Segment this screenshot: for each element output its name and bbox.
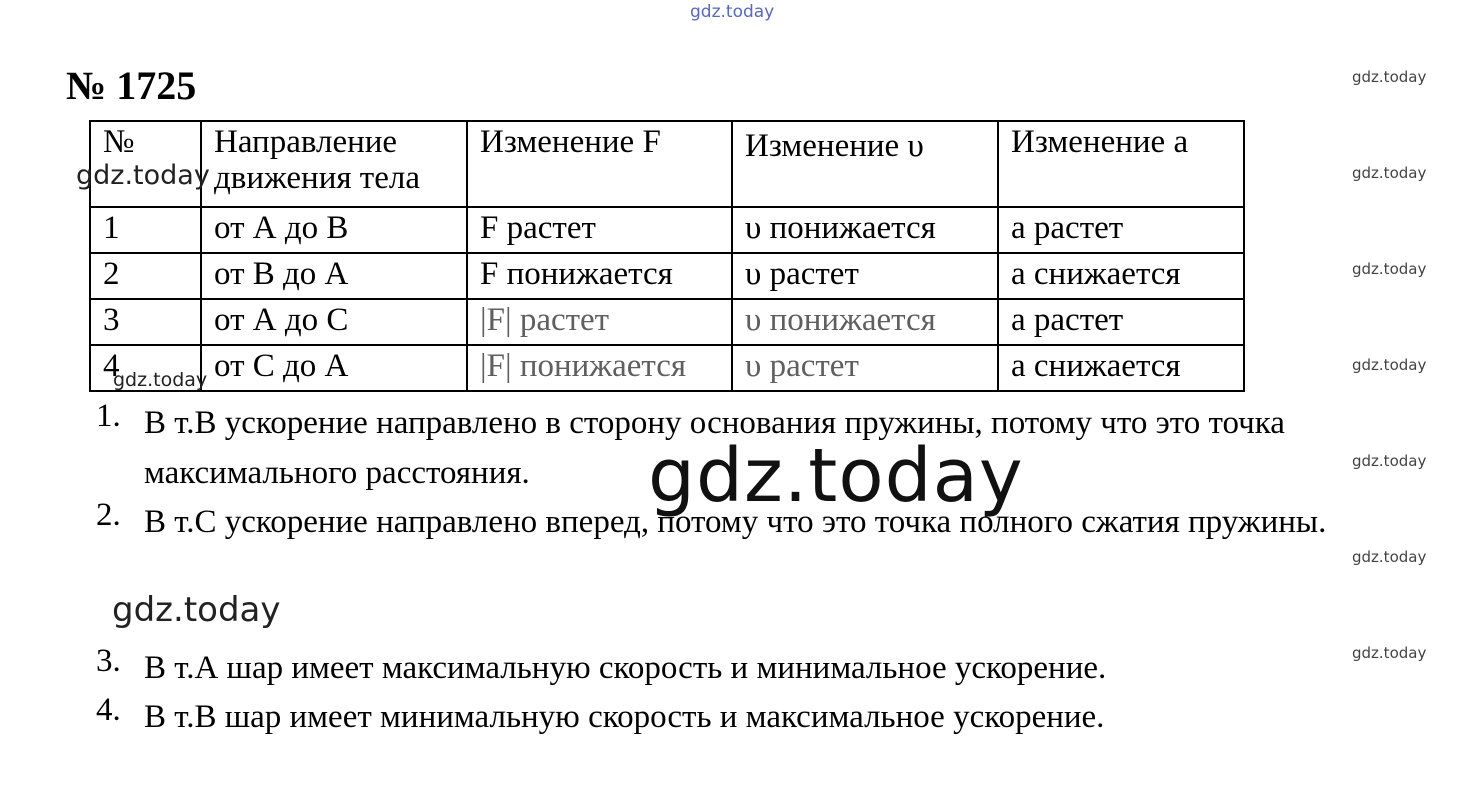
table-cell: а растет xyxy=(998,299,1244,345)
header-cell-acceleration: Изменение a xyxy=(998,121,1244,207)
table-row xyxy=(90,207,1244,253)
list-item-text: В т.А шар имеет максимальную скорость и минимальное ускорение. xyxy=(144,650,1107,686)
watermark-right: gdz.today xyxy=(1352,164,1427,182)
watermark-large: gdz.today xyxy=(648,433,1024,519)
table-header-row xyxy=(90,121,1244,207)
table-cell: F понижается xyxy=(467,253,732,299)
table-cell: от А до В xyxy=(201,207,467,253)
table-cell: 1 xyxy=(90,207,201,253)
watermark-right: gdz.today xyxy=(1352,260,1427,278)
table-cell: а снижается xyxy=(998,345,1244,391)
table-cell: υ растет xyxy=(732,345,998,391)
table-cell: υ понижается xyxy=(732,299,998,345)
table-cell: от С до А xyxy=(201,345,467,391)
watermark-right: gdz.today xyxy=(1352,356,1427,374)
watermark-table-small: gdz.today xyxy=(113,369,208,391)
list-item-number: 3. xyxy=(96,643,121,679)
table-cell: F растет xyxy=(467,207,732,253)
motion-table xyxy=(89,120,1245,392)
table-cell: 2 xyxy=(90,253,201,299)
table-row xyxy=(90,253,1244,299)
watermark-right: gdz.today xyxy=(1352,548,1427,566)
problem-title: № 1725 xyxy=(66,63,197,108)
list-item-text: В т.В ускорение направлено в сторону основания пружины, потому что это точка максимального расстояния. xyxy=(144,405,1285,491)
list-item-text: В т.В шар имеет минимальную скорость и максимальное ускорение. xyxy=(144,699,1105,735)
header-cell-number: № xyxy=(90,121,201,207)
table-cell: 3 xyxy=(90,299,201,345)
watermark-table: gdz.today xyxy=(76,160,210,191)
table-cell: |F| растет xyxy=(467,299,732,345)
table-cell: |F| понижается xyxy=(467,345,732,391)
list-item-number: 2. xyxy=(96,497,121,533)
table-cell: а снижается xyxy=(998,253,1244,299)
header-cell-direction: Направление движения тела xyxy=(201,121,467,207)
watermark-right: gdz.today xyxy=(1352,68,1427,86)
watermark-lower: gdz.today xyxy=(112,590,281,630)
table-cell: а растет xyxy=(998,207,1244,253)
table-row xyxy=(90,345,1244,391)
table-cell: υ понижается xyxy=(732,207,998,253)
table-cell: 4 xyxy=(90,345,201,391)
table-cell: от А до С xyxy=(201,299,467,345)
list-item xyxy=(96,692,1444,742)
watermark-right: gdz.today xyxy=(1352,452,1427,470)
watermark-right: gdz.today xyxy=(1352,644,1427,662)
watermark-top: gdz.today xyxy=(690,2,775,22)
header-cell-force: Изменение F xyxy=(467,121,732,207)
table-cell: от В до А xyxy=(201,253,467,299)
list-item-number: 4. xyxy=(96,692,121,728)
list-item-number: 1. xyxy=(96,398,121,434)
list-item-text: В т.С ускорение направлено вперед, потому что это точка полного сжатия пружины. xyxy=(144,504,1327,540)
table-row xyxy=(90,299,1244,345)
list-item xyxy=(96,643,1444,693)
table-cell: υ растет xyxy=(732,253,998,299)
header-cell-velocity: Изменение υ xyxy=(732,121,998,207)
